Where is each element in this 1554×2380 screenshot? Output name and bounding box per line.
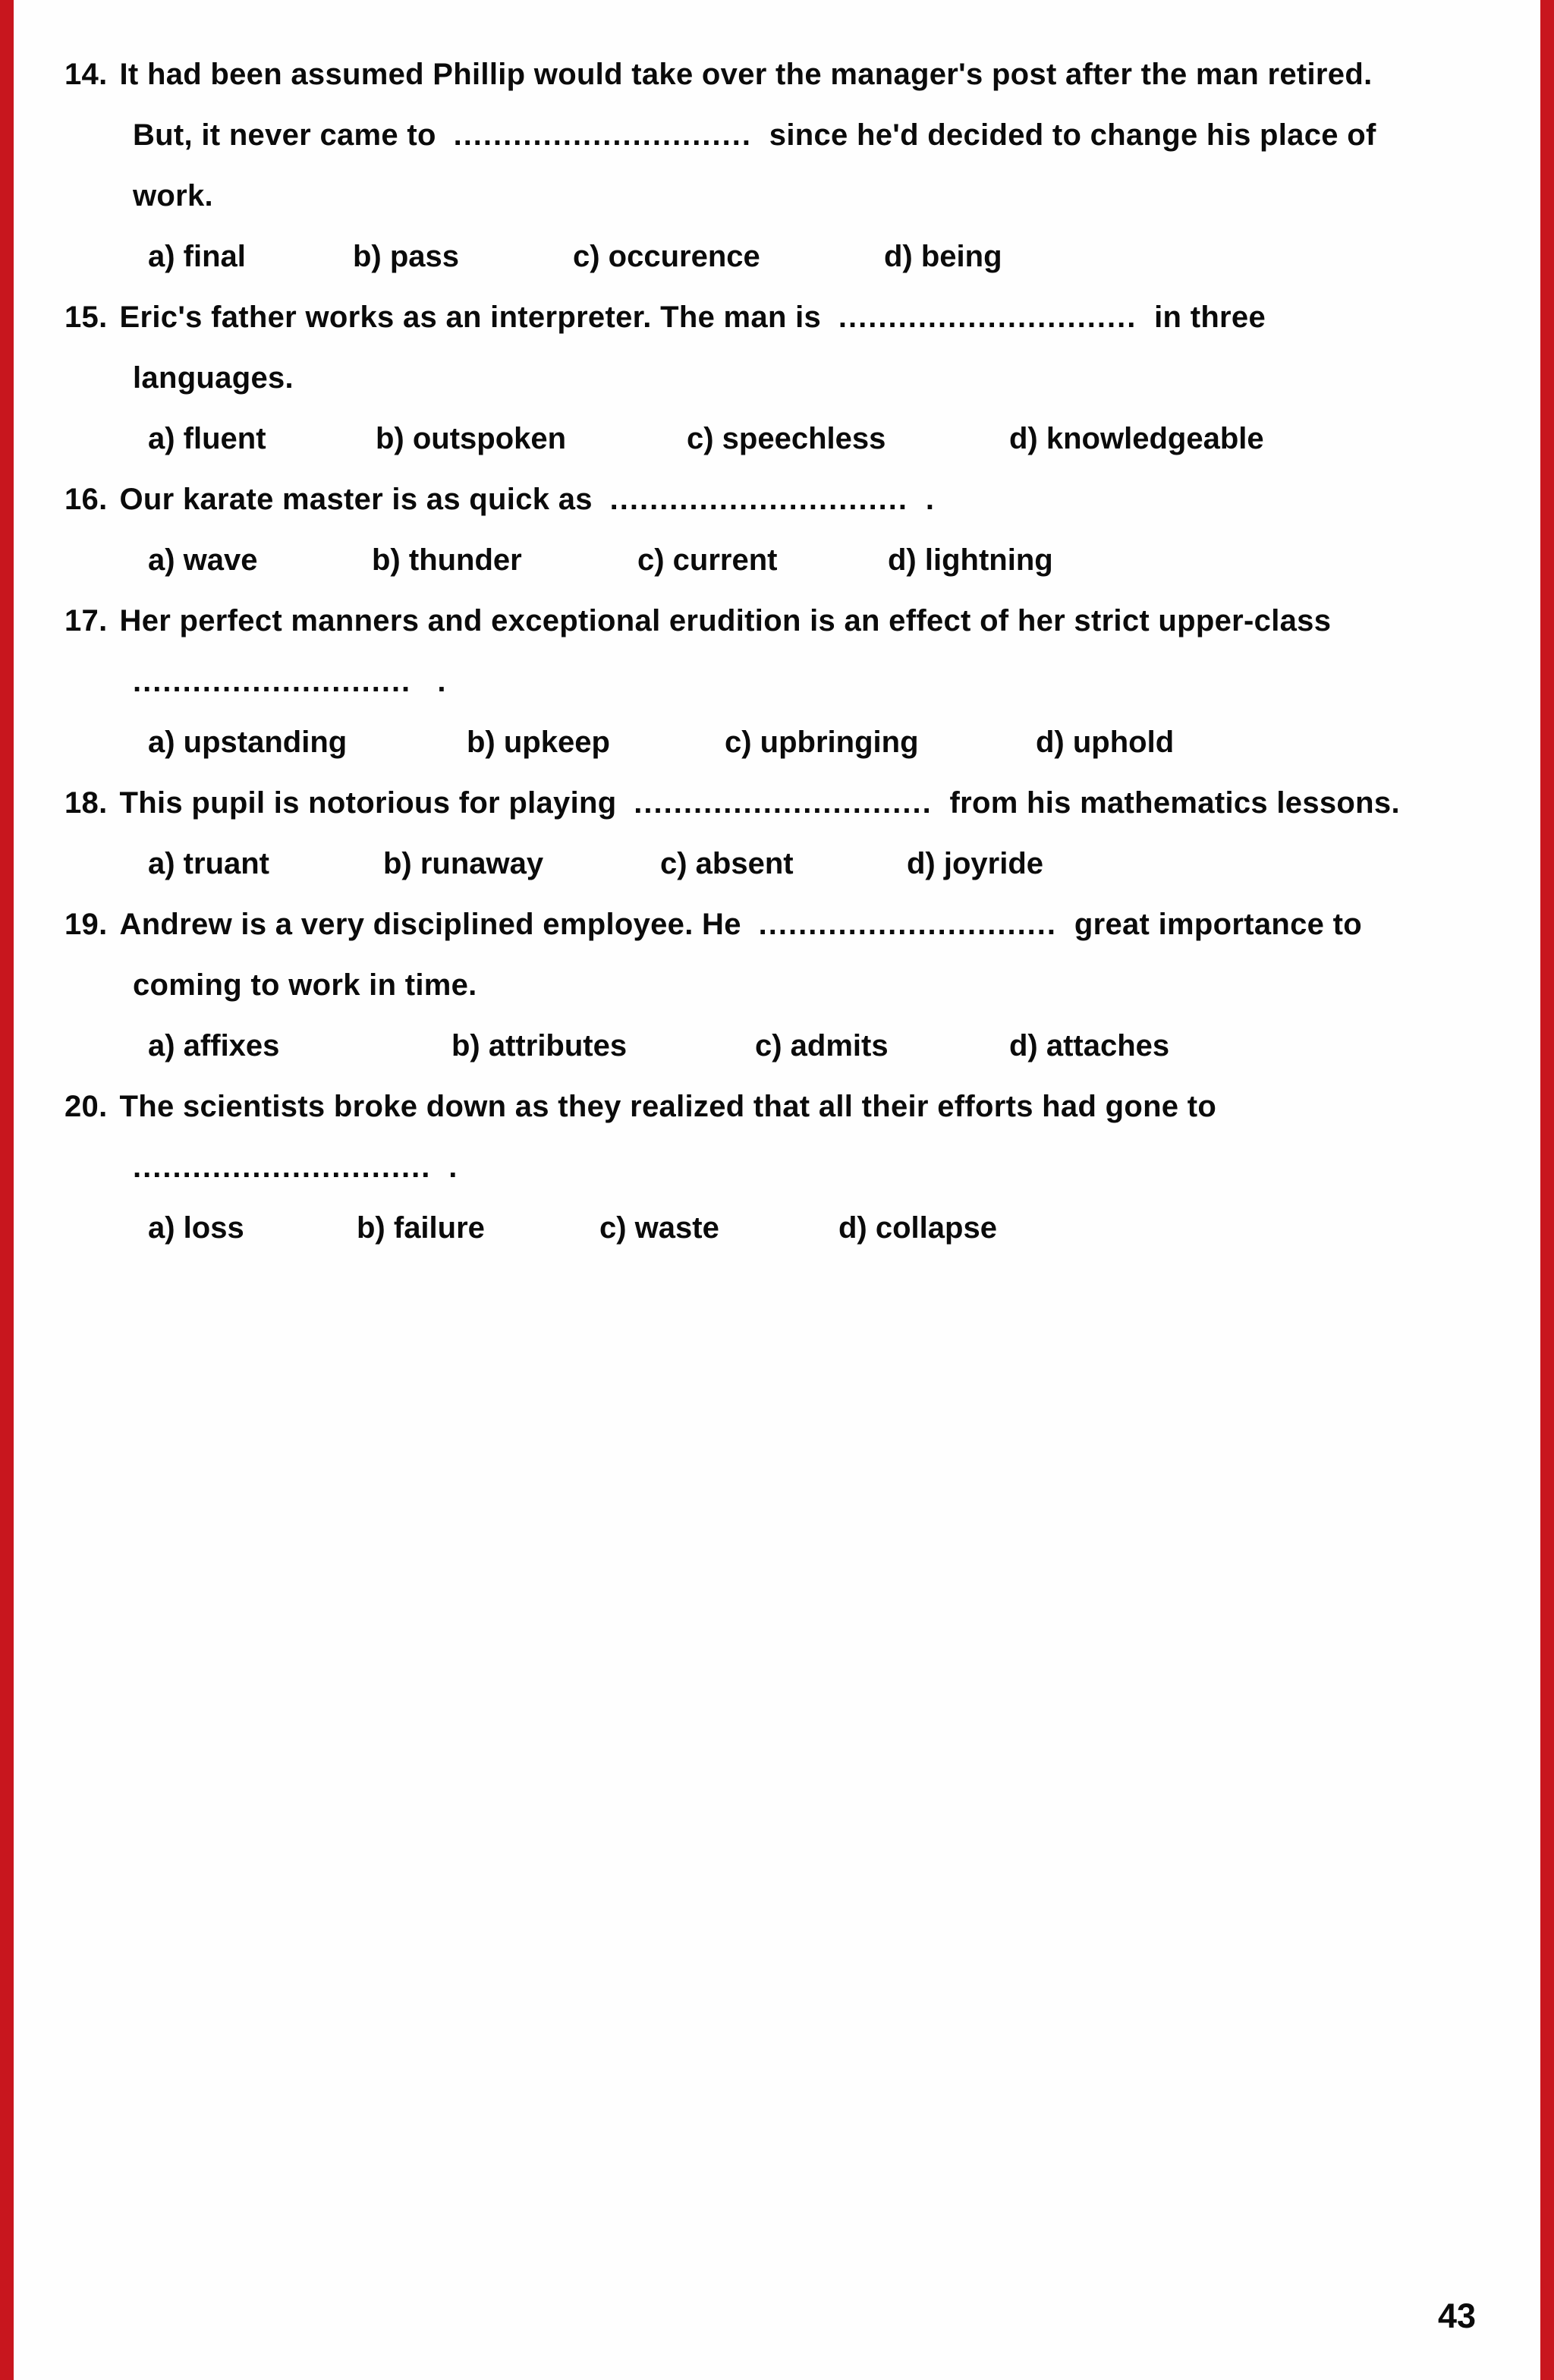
option-item: c) occurence [573,240,760,273]
question-number: 14. [64,58,108,91]
question-sentence: Our karate master is as quick as [119,483,610,516]
question-block-19 [0,894,1536,1076]
question-sentence: great importance to [1057,908,1362,941]
question-sentence: . [431,1151,458,1184]
question-sentence: since he'd decided to change his place of [751,118,1376,152]
question-sentence: in three [1137,301,1266,334]
option-item: b) failure [357,1211,485,1245]
option-item: a) final [148,240,246,273]
option-item: b) runaway [383,847,544,880]
question-text-line: coming to work in time. [133,968,477,1002]
question-block-14 [0,44,1536,287]
option-item: b) upkeep [467,726,610,759]
question-block-15 [0,287,1536,469]
option-item: c) waste [599,1211,719,1245]
option-item: a) fluent [148,422,266,455]
question-text-line [0,651,1536,712]
option-item: d) uphold [1036,726,1175,759]
option-item: b) pass [353,240,460,273]
question-sentence: The scientists broke down as they realized that all their efforts had gone to [119,1090,1217,1123]
option-item: a) affixes [148,1029,280,1062]
question-block-16 [0,469,1536,590]
option-item: c) absent [660,847,794,880]
page-number: 43 [1438,2297,1477,2335]
question-text-line [0,44,1536,105]
question-block-18 [0,773,1536,894]
option-item: b) outspoken [376,422,567,455]
options-row [0,226,1536,287]
scan-edge-right [1540,0,1554,2380]
question-text-line [0,894,1536,955]
question-number: 17. [64,604,108,638]
option-item: c) upbringing [725,726,919,759]
options-row [0,530,1536,590]
dotted-blank: .............................. [609,483,909,516]
question-sentence: . [908,483,935,516]
question-number: 19. [64,908,108,941]
option-item: d) joyride [907,847,1044,880]
question-sentence: But, it never came to [133,118,454,152]
option-item: b) thunder [372,543,522,577]
option-item: a) upstanding [148,726,348,759]
option-item: d) collapse [838,1211,997,1245]
question-text-line: work. [133,179,213,212]
question-number: 18. [64,786,108,820]
options-row [0,1015,1536,1076]
question-sentence: Her perfect manners and exceptional erudition is an effect of her strict upper-class [119,604,1332,638]
question-sentence: This pupil is notorious for playing [119,786,634,820]
question-sentence: . [411,665,446,698]
option-item: d) being [884,240,1002,273]
dotted-blank: .............................. [453,118,752,152]
dotted-blank: ............................ [133,665,412,698]
question-number: 15. [64,301,108,334]
question-block-17 [0,590,1536,773]
option-item: a) truant [148,847,269,880]
options-row [0,408,1536,469]
question-text-line [0,773,1536,833]
option-item: c) admits [755,1029,889,1062]
option-item: a) loss [148,1211,244,1245]
question-text-line: languages. [133,361,294,395]
question-text-line [0,287,1536,348]
question-sentence: It had been assumed Phillip would take over the manager's post after the man retired. [119,58,1373,91]
dotted-blank: .............................. [758,908,1058,941]
question-sentence: from his mathematics lessons. [932,786,1400,820]
options-row [0,712,1536,773]
option-item: d) knowledgeable [1009,422,1264,455]
dotted-blank: .............................. [634,786,933,820]
question-text-line [0,469,1536,530]
option-item: d) attaches [1009,1029,1170,1062]
dotted-blank: .............................. [133,1151,432,1184]
option-item: d) lightning [888,543,1053,577]
question-number: 16. [64,483,108,516]
question-text-line [0,590,1536,651]
question-sentence: Eric's father works as an interpreter. The man is [119,301,838,334]
option-item: c) current [637,543,778,577]
test-page-content [0,44,1536,1258]
question-block-20 [0,1076,1536,1258]
options-row [0,833,1536,894]
option-item: a) wave [148,543,258,577]
question-number: 20. [64,1090,108,1123]
option-item: b) attributes [451,1029,628,1062]
question-text-line [0,1137,1536,1198]
option-item: c) speechless [687,422,886,455]
question-sentence: Andrew is a very disciplined employee. He [119,908,759,941]
options-row [0,1198,1536,1258]
dotted-blank: .............................. [838,301,1137,334]
question-text-line [0,105,1536,165]
question-text-line [0,1076,1536,1137]
